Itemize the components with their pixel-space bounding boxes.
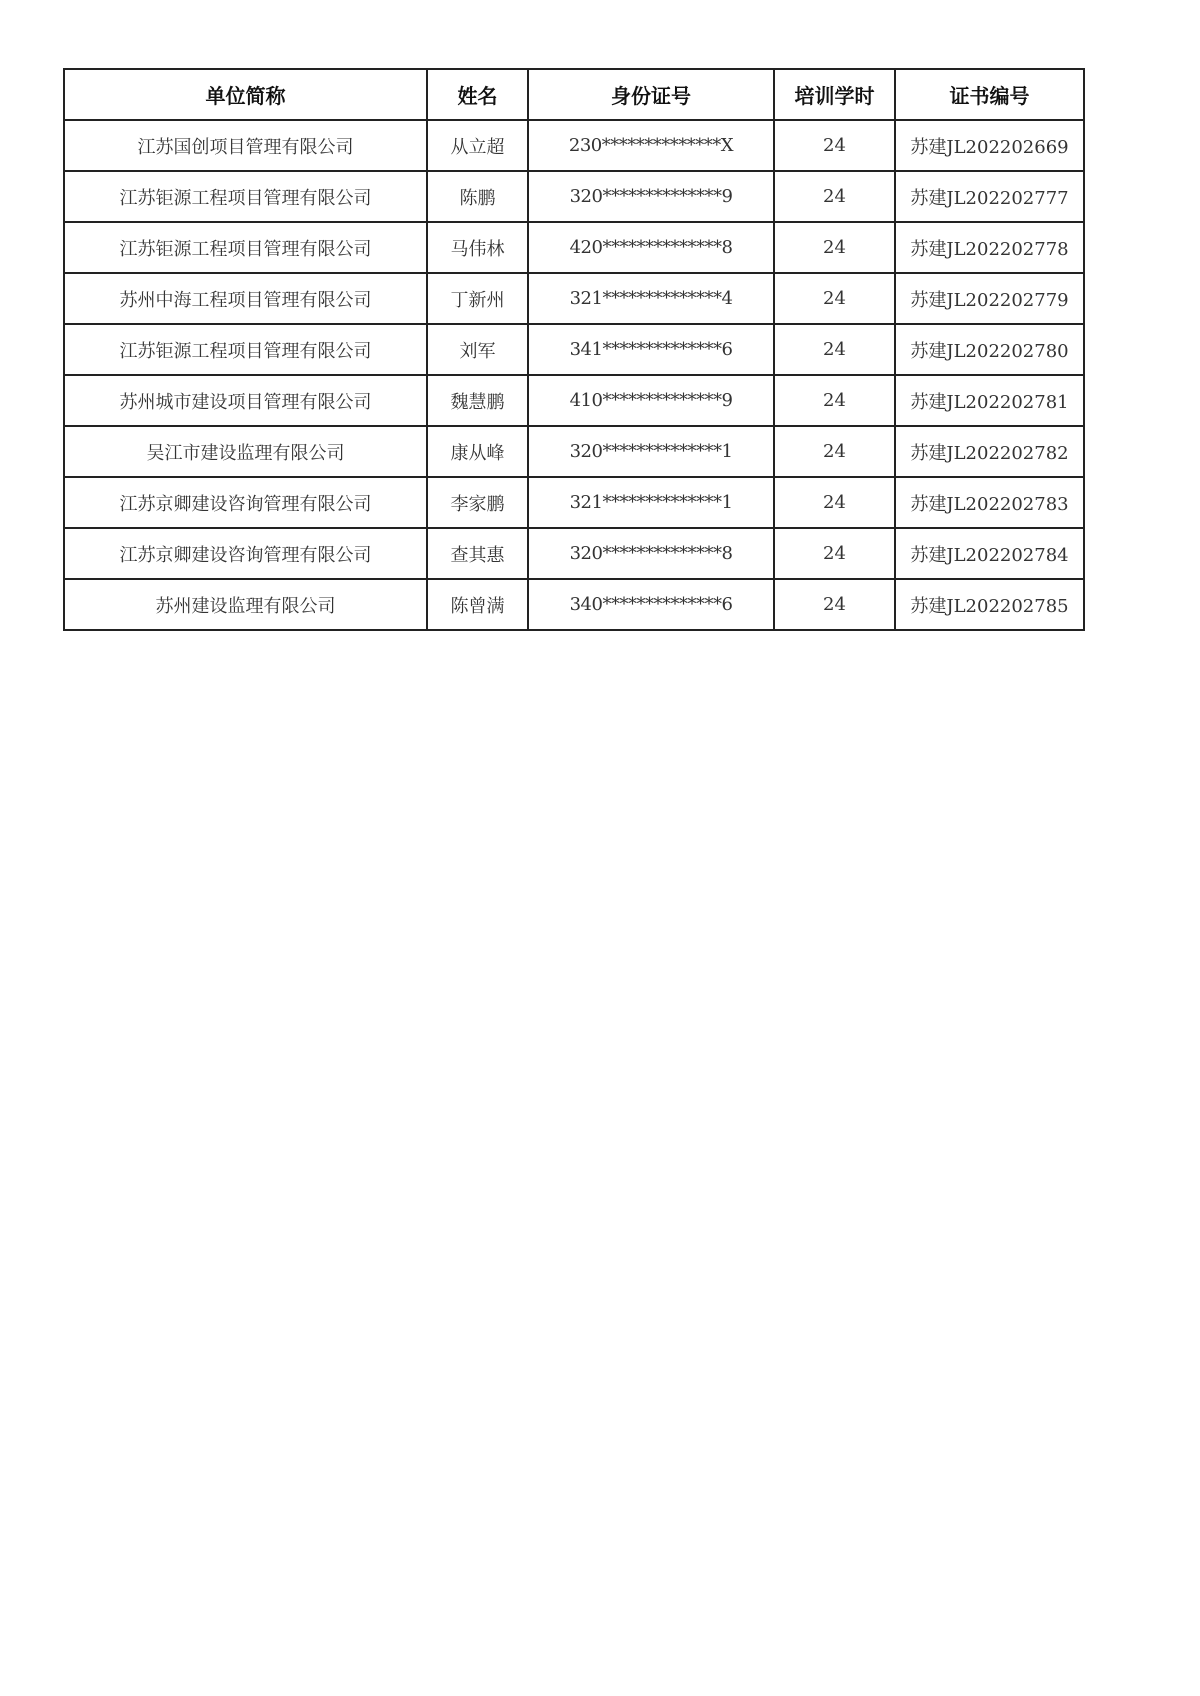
- cell-certificate-number: 苏建JL202202780: [895, 324, 1084, 375]
- cell-id-number: 320**************1: [528, 426, 774, 477]
- header-id-number: 身份证号: [528, 69, 774, 120]
- cell-id-number: 320**************8: [528, 528, 774, 579]
- cell-id-number: 420**************8: [528, 222, 774, 273]
- cell-training-hours: 24: [774, 477, 895, 528]
- cell-name: 马伟林: [427, 222, 528, 273]
- table-row: [64, 273, 1084, 324]
- cell-training-hours: 24: [774, 273, 895, 324]
- cell-training-hours: 24: [774, 171, 895, 222]
- cell-training-hours: 24: [774, 222, 895, 273]
- table-row: [64, 120, 1084, 171]
- cell-name: 陈鹏: [427, 171, 528, 222]
- cell-unit: 苏州城市建设项目管理有限公司: [64, 375, 427, 426]
- cell-certificate-number: 苏建JL202202779: [895, 273, 1084, 324]
- cell-id-number: 340**************6: [528, 579, 774, 630]
- cell-training-hours: 24: [774, 375, 895, 426]
- cell-certificate-number: 苏建JL202202784: [895, 528, 1084, 579]
- table-row: [64, 375, 1084, 426]
- header-training-hours: 培训学时: [774, 69, 895, 120]
- header-row: [64, 69, 1084, 120]
- cell-id-number: 321**************1: [528, 477, 774, 528]
- cell-unit: 江苏京卿建设咨询管理有限公司: [64, 528, 427, 579]
- table-row: [64, 171, 1084, 222]
- cell-training-hours: 24: [774, 426, 895, 477]
- table-row: [64, 222, 1084, 273]
- cell-unit: 江苏国创项目管理有限公司: [64, 120, 427, 171]
- cell-unit: 江苏钜源工程项目管理有限公司: [64, 171, 427, 222]
- cell-id-number: 321**************4: [528, 273, 774, 324]
- table-row: [64, 477, 1084, 528]
- cell-certificate-number: 苏建JL202202777: [895, 171, 1084, 222]
- table-row: [64, 324, 1084, 375]
- cell-training-hours: 24: [774, 120, 895, 171]
- table-row: [64, 528, 1084, 579]
- cell-unit: 苏州建设监理有限公司: [64, 579, 427, 630]
- cell-name: 丁新州: [427, 273, 528, 324]
- header-unit: 单位简称: [64, 69, 427, 120]
- cell-certificate-number: 苏建JL202202785: [895, 579, 1084, 630]
- cell-unit: 江苏钜源工程项目管理有限公司: [64, 222, 427, 273]
- cell-training-hours: 24: [774, 324, 895, 375]
- cell-certificate-number: 苏建JL202202783: [895, 477, 1084, 528]
- cell-certificate-number: 苏建JL202202778: [895, 222, 1084, 273]
- cell-certificate-number: 苏建JL202202669: [895, 120, 1084, 171]
- cell-name: 陈曾满: [427, 579, 528, 630]
- cell-id-number: 341**************6: [528, 324, 774, 375]
- cell-unit: 江苏京卿建设咨询管理有限公司: [64, 477, 427, 528]
- cell-id-number: 320**************9: [528, 171, 774, 222]
- header-certificate-number: 证书编号: [895, 69, 1084, 120]
- cell-unit: 苏州中海工程项目管理有限公司: [64, 273, 427, 324]
- cell-unit: 江苏钜源工程项目管理有限公司: [64, 324, 427, 375]
- cell-id-number: 230**************X: [528, 120, 774, 171]
- table-row: [64, 426, 1084, 477]
- cell-training-hours: 24: [774, 579, 895, 630]
- cell-name: 从立超: [427, 120, 528, 171]
- cell-name: 刘军: [427, 324, 528, 375]
- cell-unit: 吴江市建设监理有限公司: [64, 426, 427, 477]
- cell-training-hours: 24: [774, 528, 895, 579]
- cell-certificate-number: 苏建JL202202782: [895, 426, 1084, 477]
- cell-certificate-number: 苏建JL202202781: [895, 375, 1084, 426]
- cell-name: 魏慧鹏: [427, 375, 528, 426]
- cell-name: 查其惠: [427, 528, 528, 579]
- cell-name: 李家鹏: [427, 477, 528, 528]
- cell-name: 康从峰: [427, 426, 528, 477]
- header-name: 姓名: [427, 69, 528, 120]
- table-row: [64, 579, 1084, 630]
- cell-id-number: 410**************9: [528, 375, 774, 426]
- training-roster-table: [63, 68, 1085, 631]
